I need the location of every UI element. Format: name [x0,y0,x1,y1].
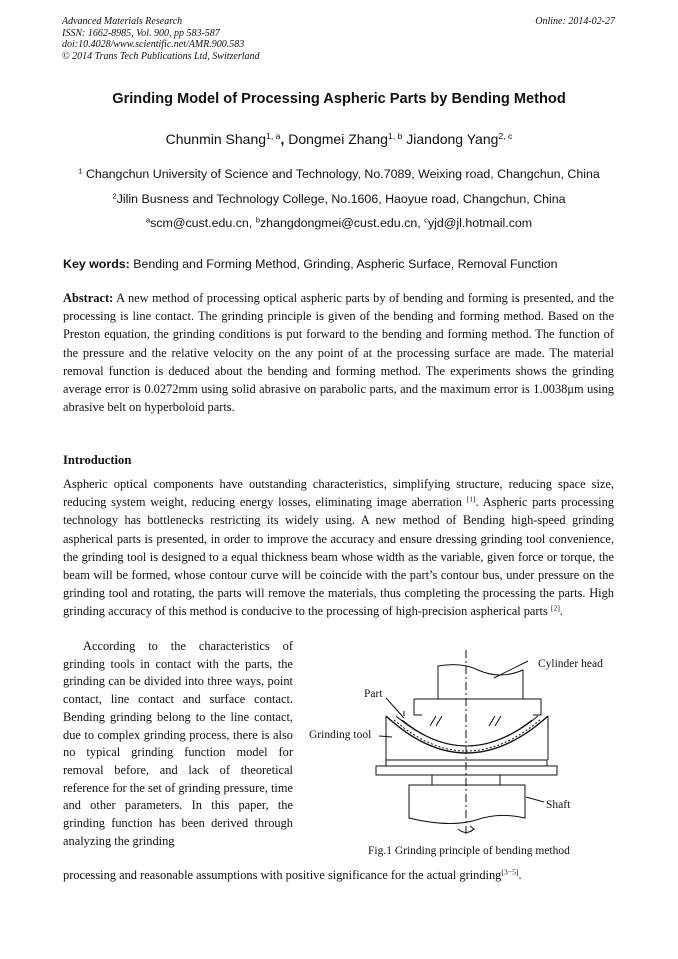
email-sup: b [255,215,260,225]
intro-text: Aspheric optical components have outstanding characteristics, simplifying structure, reducing space size, reducing system weight, reducing energy losses, eliminating image aberration [63,477,614,510]
label-grinding-tool: Grinding tool [309,729,372,741]
label-cylinder-head: Cylinder head [538,658,603,670]
copyright: © 2014 Trans Tech Publications Ltd, Switzerland [62,50,260,62]
intro-text: processing and reasonable assumptions with positive significance for the actual grinding [63,868,502,882]
citation: [1] [466,494,476,504]
abstract [63,289,614,416]
figure-caption: Fig.1 Grinding principle of bending method [368,845,570,857]
journal-name: Advanced Materials Research [62,16,183,27]
email-line [0,216,678,230]
abstract-label: Abstract: [63,291,114,305]
intro-text: . [559,604,563,619]
online-date: Online: 2014-02-27 [535,16,615,27]
affiliation-text: Jilin Busness and Technology College, No.1606, Haoyue road, Changchun, China [116,192,566,206]
author-name: Jiandong Yang [406,131,499,147]
email: scm@cust.edu.cn, [150,216,256,230]
intro-paragraph-1 [63,475,614,621]
citation: [2] [550,603,560,613]
journal-header [62,16,260,62]
affiliation-2 [0,192,678,206]
affiliation-1 [0,167,678,181]
keywords-text: Bending and Forming Method, Grinding, Aspheric Surface, Removal Function [133,257,558,271]
affiliation-text: Changchun University of Science and Technology, No.7089, Weixing road, Changchun, China [85,167,600,181]
label-shaft: Shaft [546,799,571,811]
email: yjd@jl.hotmail.com [427,216,533,230]
author-sup: 1, a [266,130,281,141]
author-name: Chunmin Shang [165,131,267,147]
keywords [63,257,558,271]
email: zhangdongmei@cust.edu.cn, [259,216,425,230]
affiliation-sup: 1 [78,166,83,176]
author-list: Chunmin Shang$^{1, a}$, Dongmei Zhang$^{1, b}$ Jiandong Yang$^{2, c}$ [165,130,513,147]
intro-paragraph-2: According to the characteristics of grinding tools in contact with the parts, the grinding can be divided into three ways, point contact, line contact and surface contact. Bending grinding belong to the line contact, due to complex grinding process, there is also no typical grinding function model for removal before, and lack of theoretical reference for the set of grinding pressure, time and other parameters. In this paper, the grinding function has been derived through analyzing the grinding [63,639,293,848]
intro-text: . Aspheric parts processing technology has bottlenecks restricting its widely using. A new method of Bending high-speed grinding aspherical parts is presented, in order to improve the accuracy and ensure dressing grinding tool convenience, the grinding tool is designed to a equal thickness beam whose width as the variable, given force or torque, the beam will be formed, whose contour curve will be coincide with the part’s contour bus, under pressure on the grinding tool and rotating, the parts will remove the materials, thus completing the processing the parts. High grinding accuracy of this method is conducive to the processing of high-precision aspherical parts [63,495,615,619]
intro-text: . [518,868,522,882]
author-sup: 1, b [387,130,403,141]
label-part: Part [364,688,383,700]
paper-title: Grinding Model of Processing Aspheric Parts by Bending Method [112,91,566,107]
doi: doi:10.4028/www.scientific.net/AMR.900.583 [62,39,245,50]
grinding-tool [386,716,548,753]
citation: [3−5] [501,867,519,877]
figure-1 [300,640,620,880]
email-sup: a [145,215,151,225]
author-sup: 2, c [498,130,513,141]
shaft [409,785,525,824]
email-sup: c [424,215,428,225]
author-name: Dongmei Zhang [288,131,388,147]
section-heading: Introduction [63,453,132,467]
issn: ISSN: 1662-8985, Vol. 900, pp 583-587 [62,27,220,39]
abstract-text: A new method of processing optical aspheric parts by of bending and forming is presented, and the processing is line contact. The grinding principle is given of the bending and forming method. Based on the Preston equation, the grinding conditions is put forward to the bending and forming method. The function of the pressure and the relative velocity on the any point of at the processing surface are made. The material removal function is deduced about the bending and forming method. The experiments shows the grinding average error is 0.0272mm using solid abrasive on parabolic parts, and the maximum error is 1.0038μm using abrasive belt on hyperboloid parts. [63,291,614,415]
keywords-label: Key words: [63,257,130,271]
affiliation-sup: 2 [112,191,117,201]
